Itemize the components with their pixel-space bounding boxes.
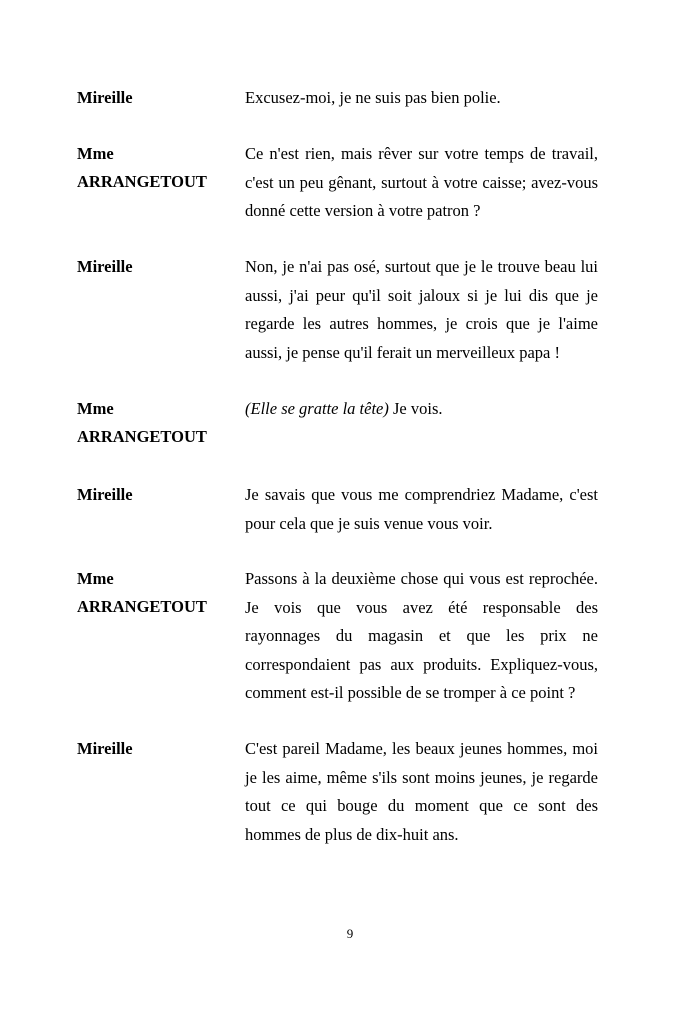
speaker-line: Mme [77,569,114,588]
dialogue-text [245,140,598,226]
speaker-line: Mireille [77,739,133,758]
dialogue-text [245,395,598,424]
speech-text: Je savais que vous me comprendriez Madame, c'est pour cela que je suis venue vous voir. [245,485,598,533]
speaker-line: ARRANGETOUT [77,597,207,616]
speaker-name [77,84,237,112]
speech-text: C'est pareil Madame, les beaux jeunes hommes, moi je les aime, même s'ils sont moins jeunes, je regarde tout ce qui bouge du moment que ce sont des hommes de plus de dix-huit ans. [245,739,598,844]
dialogue-text [245,735,598,849]
speaker-line: ARRANGETOUT [77,427,207,446]
speaker-name [77,253,237,281]
speaker-line: Mme [77,144,114,163]
stage-direction: (Elle se gratte la tête) [245,399,389,418]
speech-text: Je vois. [388,399,443,418]
page-number: 9 [346,926,354,941]
speech-text: Passons à la deuxième chose qui vous est reprochée. Je vois que vous avez été responsable des rayonnages du magasin et que les prix ne correspondaient pas aux produits. Expliquez-vous, comment est-il possible de se tromper à ce point ? [245,569,598,703]
dialogue-text [245,481,598,538]
speaker-name [77,481,237,509]
speaker-name [77,395,237,451]
speaker-line: ARRANGETOUT [77,172,207,191]
dialogue-text [245,565,598,708]
speech-text: Non, je n'ai pas osé, surtout que je le trouve beau lui aussi, j'ai peur qu'il soit jaloux si je lui dis que je regarde les autres hommes, je crois que je l'aime aussi, je pense qu'il ferait un merveilleux papa ! [245,257,598,362]
speaker-line: Mireille [77,257,133,276]
speech-text: Ce n'est rien, mais rêver sur votre temps de travail, c'est un peu gênant, surtout à votre caisse; avez-vous donné cette version à votre patron ? [245,144,598,221]
speech-text: Excusez-moi, je ne suis pas bien polie. [245,88,501,107]
speaker-name [77,735,237,763]
speaker-line: Mireille [77,485,133,504]
dialogue-text [245,253,598,367]
dialogue-text [245,84,598,113]
speaker-name [77,565,237,621]
speaker-line: Mme [77,399,114,418]
speaker-line: Mireille [77,88,133,107]
speaker-name [77,140,237,196]
